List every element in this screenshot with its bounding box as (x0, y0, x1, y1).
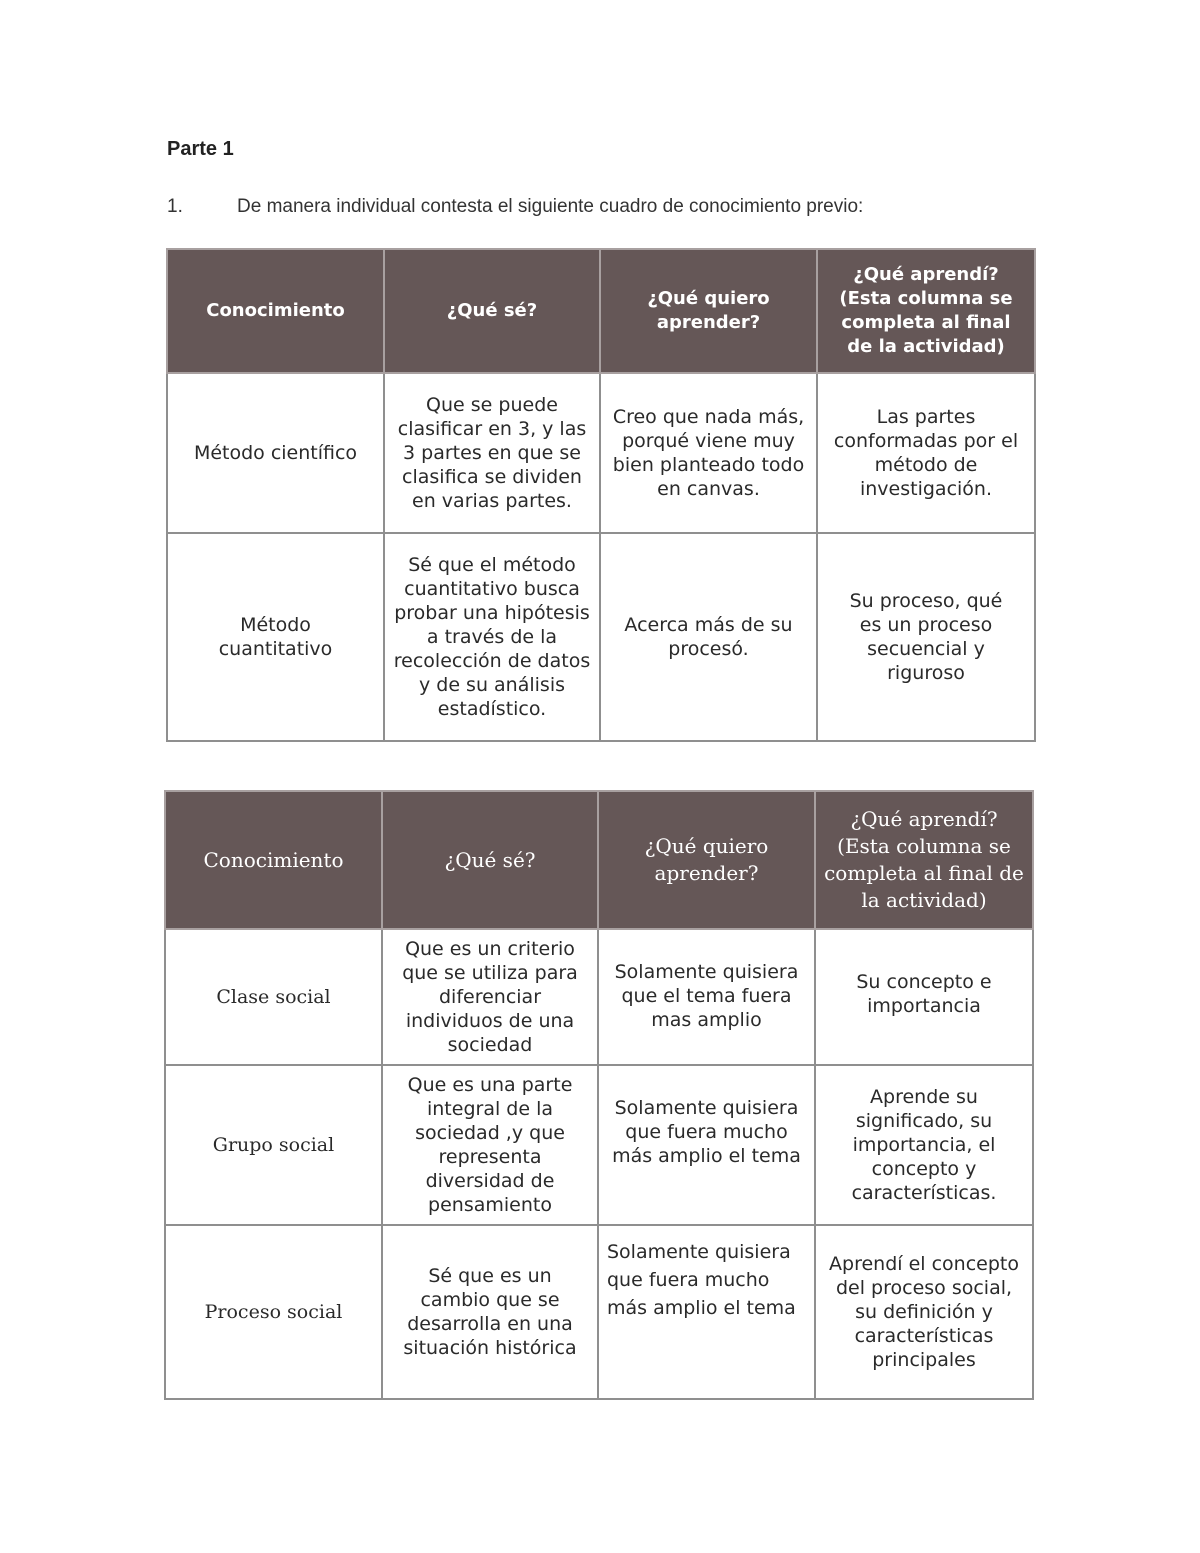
cell-que-aprendi: Las partes conformadas por el método de investigación. (817, 373, 1035, 533)
instruction-text: De manera individual contesta el siguiente cuadro de conocimiento previo: (237, 196, 864, 217)
cell-que-se: Que es una parte integral de la sociedad ,y que representa diversidad de pensamiento (382, 1065, 598, 1225)
header-conocimiento: Conocimiento (165, 791, 382, 929)
row-label: Método cuantitativo (167, 533, 384, 741)
table-header-row (167, 249, 1035, 373)
table-row (167, 373, 1035, 533)
header-conocimiento: Conocimiento (167, 249, 384, 373)
cell-que-quiero-aprender: Solamente quisiera que fuera mucho más amplio el tema (598, 1065, 815, 1225)
header-que-quiero-aprender: ¿Qué quiero aprender? (600, 249, 817, 373)
cell-que-aprendi: Su proceso, qué es un proceso secuencial y riguroso (817, 533, 1035, 741)
row-label: Método científico (167, 373, 384, 533)
knowledge-table-2 (164, 790, 1034, 1400)
table-row (167, 533, 1035, 741)
header-que-aprendi: ¿Qué aprendí? (Esta columna se completa al final de la actividad) (815, 791, 1033, 929)
table-header-row (165, 791, 1033, 929)
table-row (165, 929, 1033, 1065)
instruction (167, 196, 863, 218)
cell-que-se: Que se puede clasificar en 3, y las 3 partes en que se clasifica se dividen en varias partes. (384, 373, 600, 533)
header-que-se: ¿Qué sé? (384, 249, 600, 373)
cell-que-aprendi: Su concepto e importancia (815, 929, 1033, 1065)
cell-que-quiero-aprender: Solamente quisiera que el tema fuera mas amplio (598, 929, 815, 1065)
table-row (165, 1225, 1033, 1399)
cell-que-quiero-aprender: Acerca más de su procesó. (600, 533, 817, 741)
cell-que-aprendi: Aprendí el concepto del proceso social, su definición y características principales (815, 1225, 1033, 1399)
cell-que-quiero-aprender: Creo que nada más, porqué viene muy bien planteado todo en canvas. (600, 373, 817, 533)
cell-que-se: Sé que es un cambio que se desarrolla en una situación histórica (382, 1225, 598, 1399)
row-label: Proceso social (165, 1225, 382, 1399)
cell-que-se: Sé que el método cuantitativo busca probar una hipótesis a través de la recolección de datos y de su análisis estadístico. (384, 533, 600, 741)
header-que-se: ¿Qué sé? (382, 791, 598, 929)
cell-que-quiero-aprender: Solamente quisiera que fuera mucho más amplio el tema (598, 1225, 815, 1399)
cell-que-aprendi: Aprende su significado, su importancia, el concepto y características. (815, 1065, 1033, 1225)
header-que-aprendi: ¿Qué aprendí? (Esta columna se completa al final de la actividad) (817, 249, 1035, 373)
row-label: Clase social (165, 929, 382, 1065)
cell-que-se: Que es un criterio que se utiliza para diferenciar individuos de una sociedad (382, 929, 598, 1065)
table-row (165, 1065, 1033, 1225)
knowledge-table-1 (166, 248, 1036, 742)
row-label: Grupo social (165, 1065, 382, 1225)
page-heading: Parte 1 (167, 138, 234, 160)
instruction-number: 1. (167, 196, 183, 217)
header-que-quiero-aprender: ¿Qué quiero aprender? (598, 791, 815, 929)
